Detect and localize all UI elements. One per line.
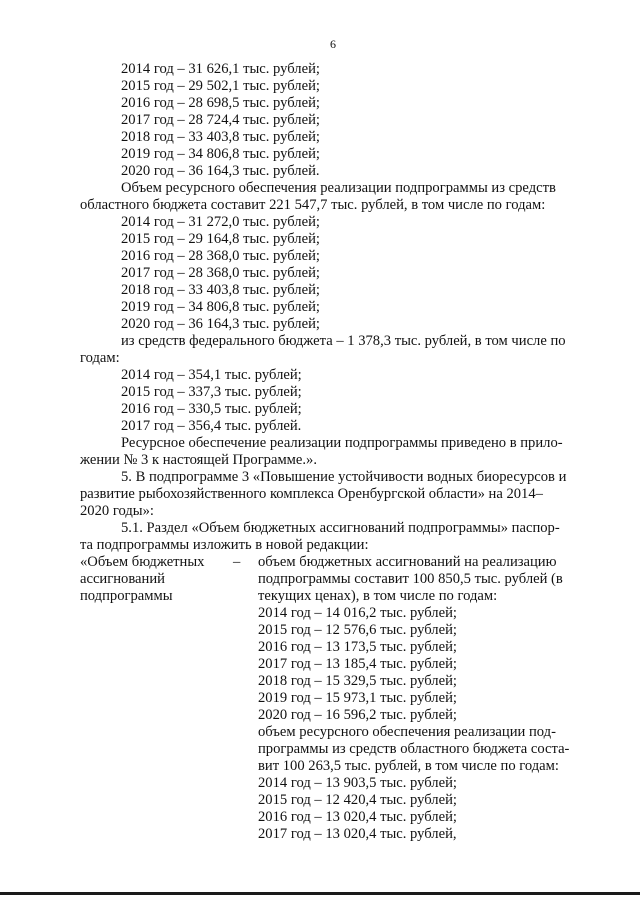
year-line: 2015 год – 337,3 тыс. рублей; xyxy=(121,384,302,400)
year-line: 2015 год – 29 164,8 тыс. рублей; xyxy=(121,231,320,247)
regional-budget-paragraph-line-2: областного бюджета составит 221 547,7 тыс. рублей, в том числе по годам: xyxy=(80,197,546,213)
passport-left-label-line-1: «Объем бюджетных xyxy=(80,554,205,570)
year-line: 2018 год – 33 403,8 тыс. рублей; xyxy=(121,129,320,145)
year-line: 2016 год – 13 173,5 тыс. рублей; xyxy=(258,639,457,655)
subprogram-3-paragraph-line-3: 2020 годы»: xyxy=(80,503,154,519)
year-line: 2014 год – 354,1 тыс. рублей; xyxy=(121,367,302,383)
section-5-1-line-1: 5.1. Раздел «Объем бюджетных ассигнований подпрограммы» паспор- xyxy=(121,520,560,536)
federal-budget-paragraph-line-1: из средств федерального бюджета – 1 378,3 тыс. рублей, в том числе по xyxy=(121,333,566,349)
year-line: 2015 год – 12 576,6 тыс. рублей; xyxy=(258,622,457,638)
passport-right-intro-line-3: текущих ценах), в том числе по годам: xyxy=(258,588,498,604)
year-line: 2014 год – 14 016,2 тыс. рублей; xyxy=(258,605,457,621)
year-line: 2017 год – 28 368,0 тыс. рублей; xyxy=(121,265,320,281)
passport-right-intro-line-1: объем бюджетных ассигнований на реализацию xyxy=(258,554,557,570)
appendix-paragraph-line-1: Ресурсное обеспечение реализации подпрограммы приведено в прило- xyxy=(121,435,563,451)
year-line: 2019 год – 15 973,1 тыс. рублей; xyxy=(258,690,457,706)
passport-right-regional-line-2: программы из средств областного бюджета соста- xyxy=(258,741,570,757)
passport-dash: – xyxy=(233,554,241,570)
year-line: 2020 год – 16 596,2 тыс. рублей; xyxy=(258,707,457,723)
passport-right-regional-line-3: вит 100 263,5 тыс. рублей, в том числе по годам: xyxy=(258,758,559,774)
year-line: 2014 год – 31 272,0 тыс. рублей; xyxy=(121,214,320,230)
year-line: 2014 год – 13 903,5 тыс. рублей; xyxy=(258,775,457,791)
appendix-paragraph-line-2: жении № 3 к настоящей Программе.». xyxy=(80,452,317,468)
year-line: 2018 год – 33 403,8 тыс. рублей; xyxy=(121,282,320,298)
year-line: 2020 год – 36 164,3 тыс. рублей. xyxy=(121,163,320,179)
year-line: 2017 год – 13 020,4 тыс. рублей, xyxy=(258,826,457,842)
subprogram-3-paragraph-line-2: развитие рыбохозяйственного комплекса Оренбургской области» на 2014– xyxy=(80,486,543,502)
passport-left-label-line-3: подпрограммы xyxy=(80,588,173,604)
year-line: 2017 год – 13 185,4 тыс. рублей; xyxy=(258,656,457,672)
year-line: 2018 год – 15 329,5 тыс. рублей; xyxy=(258,673,457,689)
bottom-divider xyxy=(0,892,640,895)
passport-left-label-line-2: ассигнований xyxy=(80,571,165,587)
year-line: 2015 год – 12 420,4 тыс. рублей; xyxy=(258,792,457,808)
passport-right-intro-line-2: подпрограммы составит 100 850,5 тыс. рублей (в xyxy=(258,571,563,587)
federal-budget-paragraph-line-2: годам: xyxy=(80,350,120,366)
year-line: 2016 год – 13 020,4 тыс. рублей; xyxy=(258,809,457,825)
year-line: 2015 год – 29 502,1 тыс. рублей; xyxy=(121,78,320,94)
regional-budget-paragraph-line-1: Объем ресурсного обеспечения реализации подпрограммы из средств xyxy=(121,180,556,196)
year-line: 2019 год – 34 806,8 тыс. рублей; xyxy=(121,299,320,315)
year-line: 2019 год – 34 806,8 тыс. рублей; xyxy=(121,146,320,162)
year-line: 2016 год – 330,5 тыс. рублей; xyxy=(121,401,302,417)
year-line: 2017 год – 28 724,4 тыс. рублей; xyxy=(121,112,320,128)
subprogram-3-paragraph-line-1: 5. В подпрограмме 3 «Повышение устойчивости водных биоресурсов и xyxy=(121,469,567,485)
section-5-1-line-2: та подпрограммы изложить в новой редакции: xyxy=(80,537,369,553)
year-line: 2016 год – 28 368,0 тыс. рублей; xyxy=(121,248,320,264)
page-number: 6 xyxy=(330,37,336,51)
year-line: 2016 год – 28 698,5 тыс. рублей; xyxy=(121,95,320,111)
passport-right-regional-line-1: объем ресурсного обеспечения реализации под- xyxy=(258,724,556,740)
year-line: 2014 год – 31 626,1 тыс. рублей; xyxy=(121,61,320,77)
year-line: 2017 год – 356,4 тыс. рублей. xyxy=(121,418,302,434)
year-line: 2020 год – 36 164,3 тыс. рублей; xyxy=(121,316,320,332)
